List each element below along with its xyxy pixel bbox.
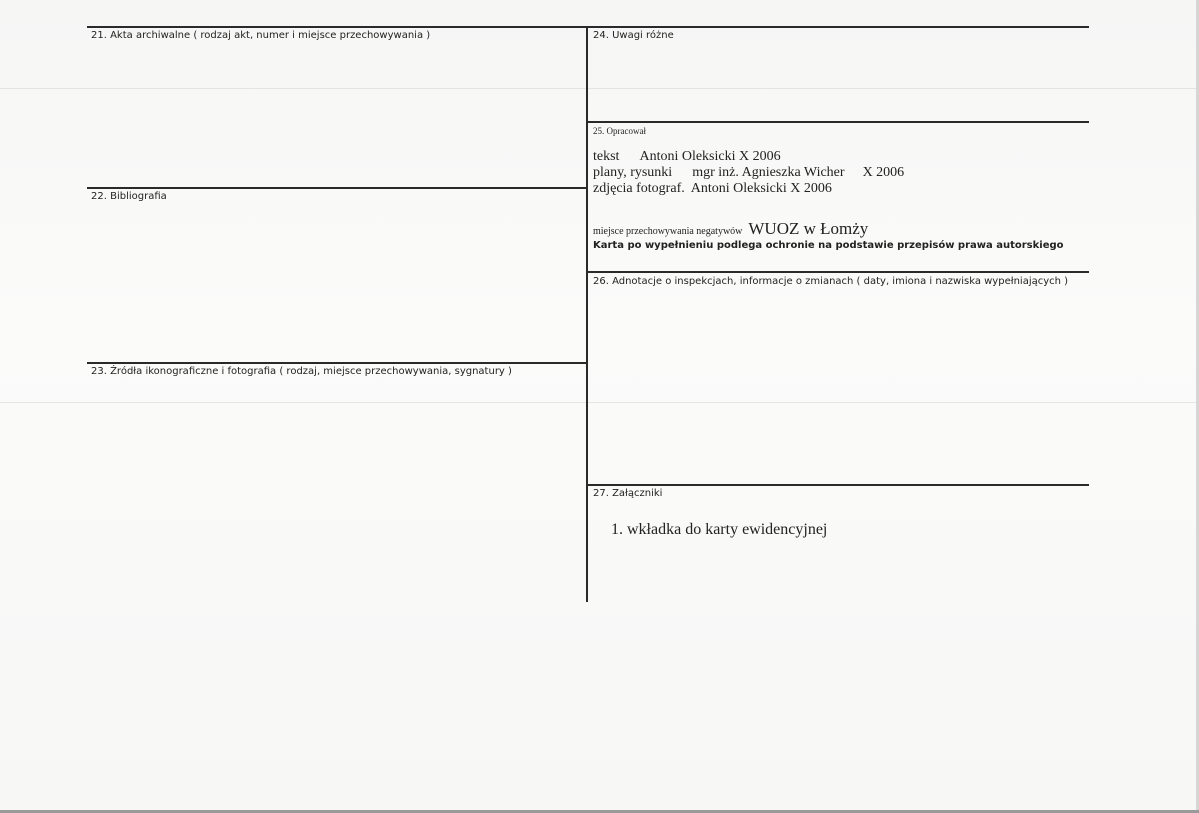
section-21-label: 21. Akta archiwalne ( rodzaj akt, numer i miejsce przechowywania ): [91, 30, 431, 41]
author-row-text: [593, 149, 781, 165]
section-26-label: 26. Adnotacje o inspekcjach, informacje o zmianach ( daty, imiona i nazwiska wypełniających ): [593, 276, 1069, 287]
negative-storage-value: WUOZ w Łomży: [748, 219, 869, 238]
author-person: Antoni Oleksicki X 2006: [639, 149, 781, 164]
rule-section-25-top: [588, 121, 1089, 123]
author-role: tekst: [593, 149, 620, 164]
negative-storage-label: miejsce przechowywania negatywów: [593, 226, 743, 237]
rule-section-22-top: [87, 187, 588, 189]
section-24-label: 24. Uwagi różne: [593, 30, 674, 41]
negative-storage-line: [593, 220, 868, 241]
scan-artifact: [0, 88, 1199, 89]
copyright-notice: Karta po wypełnieniu podlega ochronie na podstawie przepisów prawa autorskiego: [593, 240, 1064, 251]
section-25-label: 25. Opracował: [593, 126, 646, 136]
author-person: Antoni Oleksicki X 2006: [690, 181, 832, 196]
rule-section-27-top: [588, 484, 1089, 486]
author-row-photos: [593, 181, 832, 197]
author-date: X 2006: [862, 165, 905, 180]
section-27-label: 27. Załączniki: [593, 488, 663, 499]
author-row-plans: [593, 165, 904, 181]
rule-section-21-top: [87, 26, 1089, 28]
column-divider: [586, 26, 588, 602]
section-22-label: 22. Bibliografia: [91, 191, 167, 202]
author-role: plany, rysunki: [593, 165, 673, 180]
author-person: mgr inż. Agnieszka Wicher: [692, 165, 845, 180]
section-23-label: 23. Źródła ikonograficzne i fotografia ( rodzaj, miejsce przechowywania, sygnatury ): [91, 366, 512, 377]
author-role: zdjęcia fotograf.: [593, 181, 685, 196]
rule-section-26-top: [588, 271, 1089, 273]
scan-artifact: [0, 402, 1199, 403]
attachment-item: 1. wkładka do karty ewidencyjnej: [611, 521, 828, 538]
rule-section-23-top: [87, 362, 588, 364]
